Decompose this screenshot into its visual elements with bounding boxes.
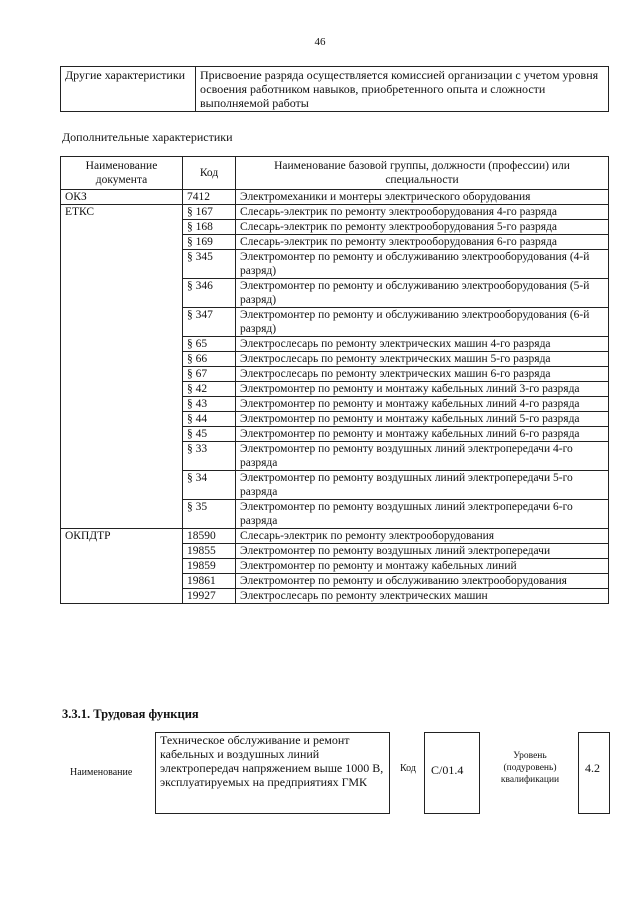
code-cell: § 167 (183, 205, 236, 220)
header-document: Наименование документа (61, 157, 183, 190)
header-name: Наименование базовой группы, должности (профессии) или специальности (236, 157, 609, 190)
other-label: Другие характеристики (61, 67, 196, 112)
occupation-name-cell: Электромонтер по ремонту и обслуживанию электрооборудования (6-й разряд) (236, 308, 609, 337)
occupation-name-cell: Электромонтер по ремонту и монтажу кабельных линий (236, 559, 609, 574)
code-cell: § 169 (183, 235, 236, 250)
occupation-name-cell: Электрослесарь по ремонту электрических машин 6-го разряда (236, 367, 609, 382)
table-row (61, 190, 609, 205)
code-cell: § 43 (183, 397, 236, 412)
code-cell: 19927 (183, 589, 236, 604)
code-cell: § 45 (183, 427, 236, 442)
table-header-row (61, 157, 609, 190)
page-number: 46 (314, 36, 326, 48)
function-code-value: C/01.4 (424, 732, 480, 814)
occupation-name-cell: Электромонтер по ремонту и обслуживанию электрооборудования (4-й разряд) (236, 250, 609, 279)
code-cell: 18590 (183, 529, 236, 544)
occupation-name-cell: Слесарь-электрик по ремонту электрооборудования 4-го разряда (236, 205, 609, 220)
code-cell: 19859 (183, 559, 236, 574)
document-cell: ЕТКС (61, 205, 183, 529)
occupation-name-cell: Электромеханики и монтеры электрического оборудования (236, 190, 609, 205)
qualification-level-value: 4.2 (578, 732, 610, 814)
function-name-label: Наименование (70, 767, 133, 778)
additional-characteristics-table (60, 156, 609, 604)
additional-characteristics-title: Дополнительные характеристики (62, 130, 233, 144)
code-cell: § 34 (183, 471, 236, 500)
occupation-name-cell: Электромонтер по ремонту и обслуживанию электрооборудования (236, 574, 609, 589)
occupation-name-cell: Электромонтер по ремонту и монтажу кабельных линий 5-го разряда (236, 412, 609, 427)
document-cell: ОКЗ (61, 190, 183, 205)
table-row (61, 205, 609, 220)
occupation-name-cell: Электромонтер по ремонту воздушных линий электропередачи 4-го разряда (236, 442, 609, 471)
occupation-name-cell: Электрослесарь по ремонту электрических машин (236, 589, 609, 604)
code-cell: § 345 (183, 250, 236, 279)
occupation-name-cell: Электромонтер по ремонту воздушных линий электропередачи 5-го разряда (236, 471, 609, 500)
table-row (61, 529, 609, 544)
occupation-name-cell: Электромонтер по ремонту и монтажу кабельных линий 6-го разряда (236, 427, 609, 442)
function-name-value: Техническое обслуживание и ремонт кабельных и воздушных линий электропередач напряжением выше 1000 В, эксплуатируемых на предприятиях ГМК (155, 732, 390, 814)
document-cell: ОКПДТР (61, 529, 183, 604)
occupation-name-cell: Слесарь-электрик по ремонту электрооборудования (236, 529, 609, 544)
occupation-name-cell: Слесарь-электрик по ремонту электрооборудования 5-го разряда (236, 220, 609, 235)
header-code: Код (183, 157, 236, 190)
code-cell: 19855 (183, 544, 236, 559)
occupation-name-cell: Электромонтер по ремонту и обслуживанию электрооборудования (5-й разряд) (236, 279, 609, 308)
code-cell: § 66 (183, 352, 236, 367)
code-cell: § 347 (183, 308, 236, 337)
code-cell: § 42 (183, 382, 236, 397)
additional-table-body (61, 190, 609, 604)
code-cell: § 67 (183, 367, 236, 382)
occupation-name-cell: Электромонтер по ремонту и монтажу кабельных линий 4-го разряда (236, 397, 609, 412)
code-cell: § 346 (183, 279, 236, 308)
occupation-name-cell: Электромонтер по ремонту воздушных линий электропередачи 6-го разряда (236, 500, 609, 529)
occupation-name-cell: Электромонтер по ремонту воздушных линий электропередачи (236, 544, 609, 559)
code-cell: § 65 (183, 337, 236, 352)
code-cell: 7412 (183, 190, 236, 205)
occupation-name-cell: Электрослесарь по ремонту электрических машин 4-го разряда (236, 337, 609, 352)
other-characteristics-table (60, 66, 609, 112)
other-text: Присвоение разряда осуществляется комиссией организации с учетом уровня освоения работником навыков, приобретенного опыта и сложности выполняемой работы (196, 67, 609, 112)
code-cell: § 44 (183, 412, 236, 427)
qualification-level-label: Уровень (подуровень) квалификации (500, 751, 560, 785)
labor-function-heading: 3.3.1. Трудовая функция (62, 707, 199, 721)
table-row (61, 67, 609, 112)
code-cell: § 35 (183, 500, 236, 529)
function-code-label: Код (400, 763, 416, 774)
occupation-name-cell: Электромонтер по ремонту и монтажу кабельных линий 3-го разряда (236, 382, 609, 397)
occupation-name-cell: Электрослесарь по ремонту электрических машин 5-го разряда (236, 352, 609, 367)
code-cell: § 168 (183, 220, 236, 235)
code-cell: 19861 (183, 574, 236, 589)
code-cell: § 33 (183, 442, 236, 471)
occupation-name-cell: Слесарь-электрик по ремонту электрооборудования 6-го разряда (236, 235, 609, 250)
